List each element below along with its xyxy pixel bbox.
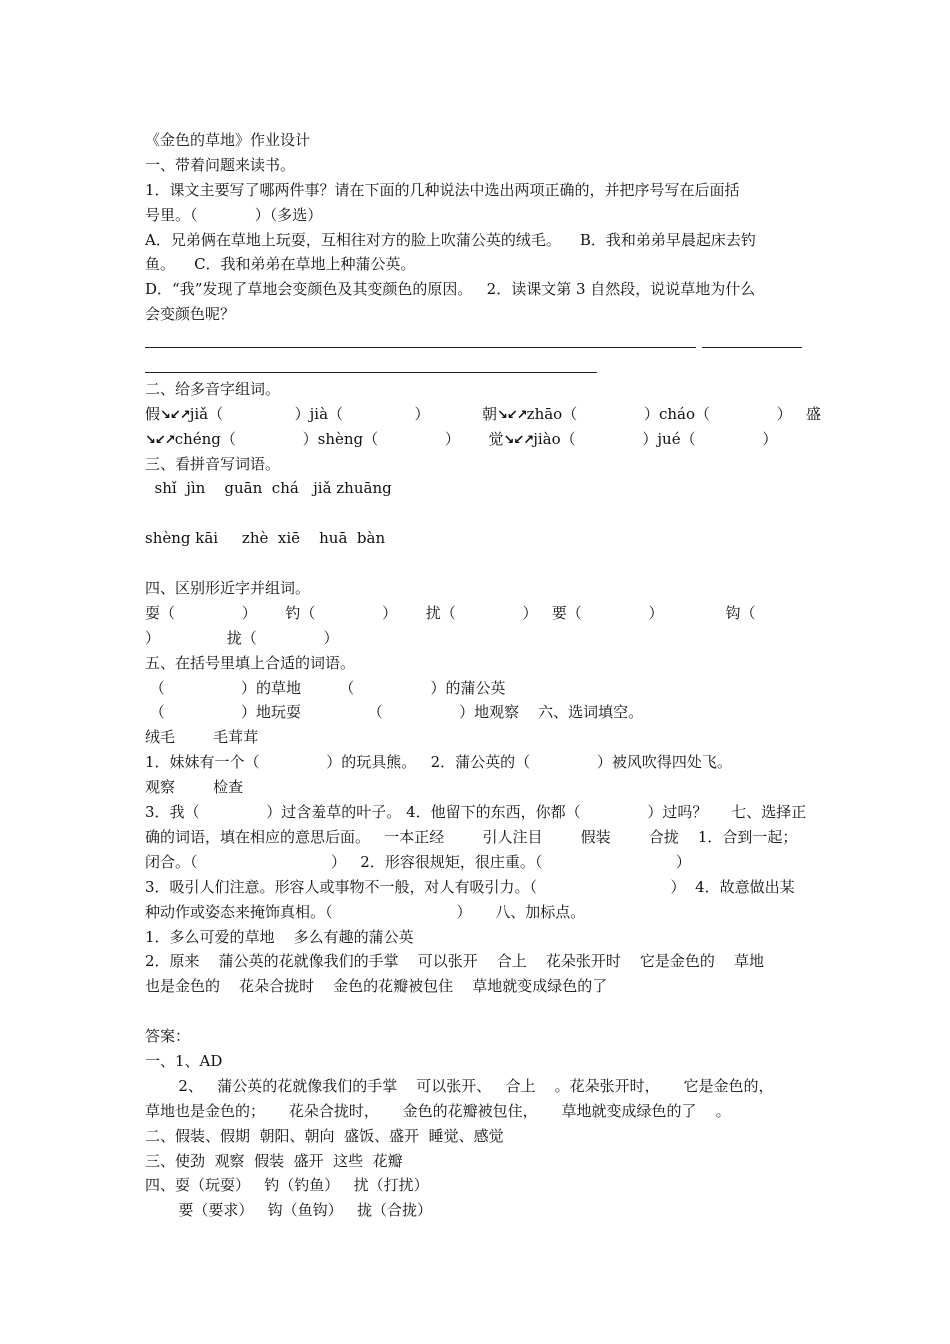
question-2-cont: 会变颜色呢？ — [145, 305, 236, 324]
fill-line-5: 观察 检查 — [145, 778, 244, 797]
fill-line-2: （ ）地玩耍 （ ）地观察 六、选词填空。 — [145, 703, 644, 722]
fill-line-3: 绒毛 毛茸茸 — [145, 728, 259, 747]
fill-line-10: 种动作或姿态来掩饰真相。（ ） 八、加标点。 — [145, 902, 586, 921]
answer-1: 一、1、AD — [145, 1051, 223, 1070]
chao-pinyin: zhāo（ ）cháo（ ） 盛 — [526, 404, 822, 423]
answer-line-1 — [145, 327, 815, 352]
document-page — [145, 128, 822, 1223]
sheng-pinyin: chéng（ ）shèng（ ） 觉 — [174, 429, 504, 448]
answer-line-2 — [145, 352, 815, 377]
jia-pinyin: jiǎ（ ）jià（ ） — [189, 404, 430, 423]
answer-7: 要（要求） 钩（鱼钩） 拢（合拢） — [145, 1201, 432, 1220]
char-chao: 朝 — [429, 404, 497, 423]
arrow-glyph-icon: ↘↙↗ — [496, 407, 527, 423]
fill-line-4: 1．妹妹有一个（ ）的玩具熊。 2．蒲公英的（ ）被风吹得四处飞。 — [145, 753, 732, 772]
option-b-c: 鱼。 C．我和弟弟在草地上种蒲公英。 — [145, 255, 416, 274]
fill-line-7: 确的词语，填在相应的意思后面。 一本正经 引人注目 假装 合拢 1．合到一起； — [145, 827, 798, 846]
section-5-heading: 五、在括号里填上合适的词语。 — [145, 653, 356, 672]
doc-title: 《金色的草地》作业设计 — [145, 131, 311, 149]
char-jia: 假 — [145, 404, 161, 423]
polyphone-line-2 — [145, 427, 815, 452]
section-3-heading: 三、看拼音写词语。 — [145, 454, 281, 473]
option-d-question-2: D．“我”发现了草地会变颜色及其变颜色的原因。 2．读课文第 3 自然段，说说草地为什么 — [145, 280, 756, 299]
question-1: 1．课文主要写了哪两件事？请在下面的几种说法中选出两项正确的，并把序号写在后面括 — [145, 180, 740, 199]
arrow-glyph-icon: ↘↙↗ — [503, 432, 534, 448]
answer-2: 2、 蒲公英的花就像我们的手掌 可以张开、 合上 。花朵张开时， 它是金色的， — [145, 1076, 774, 1095]
section-2-heading: 二、给多音字组词。 — [145, 379, 281, 398]
answers-heading: 答案： — [145, 1027, 191, 1046]
answer-3: 草地也是金色的； 花朵合拢时， 金色的花瓣被包住， 草地就变成绿色的了 。 — [145, 1101, 731, 1120]
similar-line-1: 耍（ ） 钓（ ） 扰（ ） 要（ ） 钩（ — [145, 603, 756, 622]
pinyin-row-1: shǐ jìn guān chá jiǎ zhuāng — [145, 479, 392, 498]
fill-line-11: 1．多么可爱的草地 多么有趣的蒲公英 — [145, 927, 414, 946]
fill-line-13: 也是金色的 花朵合拢时 金色的花瓣被包住 草地就变成绿色的了 — [145, 977, 608, 996]
similar-line-2: ） 拢（ ） — [145, 628, 339, 647]
arrow-glyph-icon: ↘↙↗ — [160, 407, 190, 423]
option-a-b: A．兄弟俩在草地上玩耍，互相往对方的脸上吹蒲公英的绒毛。 B．我和弟弟早晨起床去钓 — [145, 230, 756, 249]
fill-line-6: 3．我（ ）过含羞草的叶子。 4．他留下的东西，你都（ ）过吗？ 七、选择正 — [145, 803, 807, 822]
question-1-cont: 号里。（ ）（多选） — [145, 205, 323, 224]
fill-line-12: 2．原来 蒲公英的花就像我们的手掌 可以张开 合上 花朵张开时 它是金色的 草地 — [145, 952, 764, 971]
section-4-heading: 四、区别形近字并组词。 — [145, 579, 311, 598]
pinyin-row-2: shèng kāi zhè xiē huā bàn — [145, 529, 386, 548]
jue-pinyin: jiào（ ）jué（ ） — [533, 429, 778, 448]
section-1-heading: 一、带着问题来读书。 — [145, 155, 296, 174]
arrow-glyph-icon: ↘↙↗ — [145, 432, 175, 448]
polyphone-line-1 — [145, 402, 822, 427]
fill-line-1: （ ）的草地 （ ）的蒲公英 — [145, 678, 506, 697]
answer-6: 四、耍（玩耍） 钓（钓鱼） 扰（打扰） — [145, 1176, 429, 1195]
fill-line-8: 闭合。（ ） 2．形容很规矩，很庄重。（ ） — [145, 852, 691, 871]
fill-line-9: 3．吸引人们注意。形容人或事物不一般，对人有吸引力。（ ） 4．故意做出某 — [145, 877, 795, 896]
answer-4: 二、假装、假期 朝阳、朝向 盛饭、盛开 睡觉、感觉 — [145, 1126, 504, 1145]
answer-5: 三、使劲 观察 假装 盛开 这些 花瓣 — [145, 1151, 403, 1170]
